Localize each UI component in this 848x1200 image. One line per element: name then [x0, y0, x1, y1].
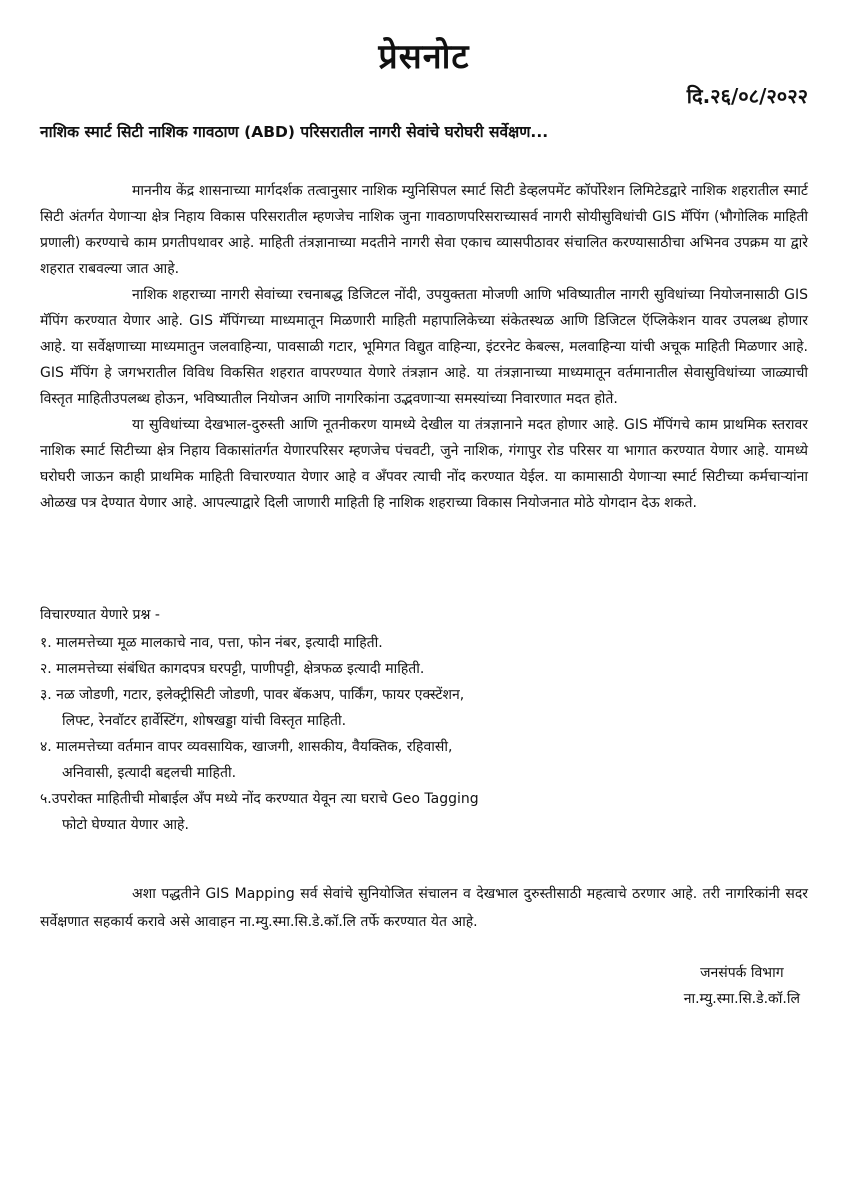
questions-heading: विचारण्यात येणारे प्रश्न -: [40, 607, 160, 623]
question-item-3-continued: लिफ्ट, रेनवॉटर हार्वेस्टिंग, शोषखड्डा यांची विस्तृत माहिती.: [62, 713, 347, 729]
question-item-5-continued: फोटो घेण्यात येणार आहे.: [62, 817, 189, 833]
signature-block: [684, 960, 800, 1012]
question-item-5: ५.उपरोक्त माहितीची मोबाईल अँप मध्ये नोंद करण्यात येवून त्या घराचे Geo Tagging: [40, 791, 479, 807]
closing-paragraph: अशा पद्धतीने GIS Mapping सर्व सेवांचे सुनियोजित संचालन व देखभाल दुरुस्तीसाठी महत्वाचे ठरणार आहे. तरी नागरिकांनी सदर सर्वेक्षणात सहकार्य करावे असे आवाहन ना.म्यु.स्मा.सि.डे.कॉ.लि तर्फे करण्यात येत आहे.: [40, 886, 808, 930]
question-item-4: ४. मालमत्तेच्या वर्तमान वापर व्यवसायिक, खाजगी, शासकीय, वैयक्तिक, रहिवासी,: [40, 739, 453, 755]
signature-organization: ना.म्यु.स्मा.सि.डे.कॉ.लि: [683, 991, 800, 1007]
subject-heading: नाशिक स्मार्ट सिटी नाशिक गावठाण (ABD) परिसरातील नागरी सेवांचे घरोघरी सर्वेक्षण...: [40, 123, 549, 141]
body-paragraph-3: या सुविधांच्या देखभाल-दुरुस्ती आणि नूतनीकरण यामध्ये देखील या तंत्रज्ञानाने मदत होणार आहे. GIS मॅपिंगचे काम प्राथमिक स्तरावर नाशिक स्मार्ट सिटीच्या क्षेत्र निहाय विकासांतर्गत येणारपरिसर म्हणजेच पंचवटी, जुने नाशिक, गंगापुर रोड परिसर या भागात करण्यात येणार आहे. यामध्ये घरोघरी जाऊन काही प्राथमिक माहिती विचारण्यात येणार आहे व अँपवर त्याची नोंद करण्यात येईल. या कामासाठी येणाऱ्या स्मार्ट सिटीच्या कर्मचाऱ्यांना ओळख पत्र देण्यात येणार आहे. आपल्याद्वारे दिली जाणारी माहिती हि नाशिक शहराच्या विकास नियोजनात मोठे योगदान देऊ शकते.: [40, 417, 808, 511]
signature-department: जनसंपर्क विभाग: [700, 965, 784, 981]
question-item-1: १. मालमत्तेच्या मूळ मालकाचे नाव, पत्ता, फोन नंबर, इत्यादी माहिती.: [40, 635, 383, 651]
page-title: प्रेसनोट: [378, 37, 470, 77]
date-line: दि.२६/०८/२०२२: [686, 84, 808, 108]
question-item-4-continued: अनिवासी, इत्यादी बद्दलची माहिती.: [62, 765, 237, 781]
question-item-3: ३. नळ जोडणी, गटार, इलेक्ट्रीसिटी जोडणी, पावर बॅकअप, पार्किंग, फायर एक्स्टेंशन,: [40, 687, 465, 703]
questions-section: [40, 602, 810, 838]
closing-section: [40, 880, 808, 936]
question-item-2: २. मालमत्तेच्या संबंधित कागदपत्र घरपट्टी, पाणीपट्टी, क्षेत्रफळ इत्यादी माहिती.: [40, 661, 425, 677]
body-text: [40, 178, 808, 516]
body-paragraph-1: माननीय केंद्र शासनाच्या मार्गदर्शक तत्वानुसार नाशिक म्युनिसिपल स्मार्ट सिटी डेव्हलपमेंट कॉर्पोरेशन लिमिटेडद्वारे नाशिक शहरातील स्मार्ट सिटी अंतर्गत येणाऱ्या क्षेत्र निहाय विकास परिसरातील म्हणजेच नाशिक जुना गावठाणपरिसराच्यासर्व नागरी सोयीसुविधांची GIS मॅपिंग (भौगोलिक माहिती प्रणाली) करण्याचे काम प्रगतीपथावर आहे. माहिती तंत्रज्ञानाच्या मदतीने नागरी सेवा एकाच व्यासपीठावर संचालित करण्यासाठीचा अभिनव उपक्रम या द्वारे शहरात राबवल्या जात आहे.: [40, 183, 808, 277]
body-paragraph-2: नाशिक शहराच्या नागरी सेवांच्या रचनाबद्ध डिजिटल नोंदी, उपयुक्तता मोजणी आणि भविष्यातील नागरी सुविधांच्या नियोजनासाठी GIS मॅपिंग करण्यात येणार आहे. GIS मॅपिंगच्या माध्यमातून मिळणारी माहिती महापालिकेच्या संकेतस्थळ आणि डिजिटल ऍप्लिकेशन यावर उपलब्ध होणार आहे. या सर्वेक्षणाच्या माध्यमातुन जलवाहिन्या, पावसाळी गटार, भूमिगत विद्युत वाहिन्या, इंटरनेट केबल्स, मलवाहिन्या यांची अचूक माहिती मिळणार आहे. GIS मॅपिंग हे जगभरातील विविध विकसित शहरात वापरण्यात येणारे तंत्रज्ञान आहे. या तंत्रज्ञानाच्या माध्यमातून वर्तमानातील सेवासुविधांच्या जाळ्याची विस्तृत माहितीउपलब्ध होऊन, भविष्यातील नियोजन आणि नागरिकांना उद्भवणाऱ्या समस्यांच्या निवारणात मदत होते.: [40, 287, 808, 407]
